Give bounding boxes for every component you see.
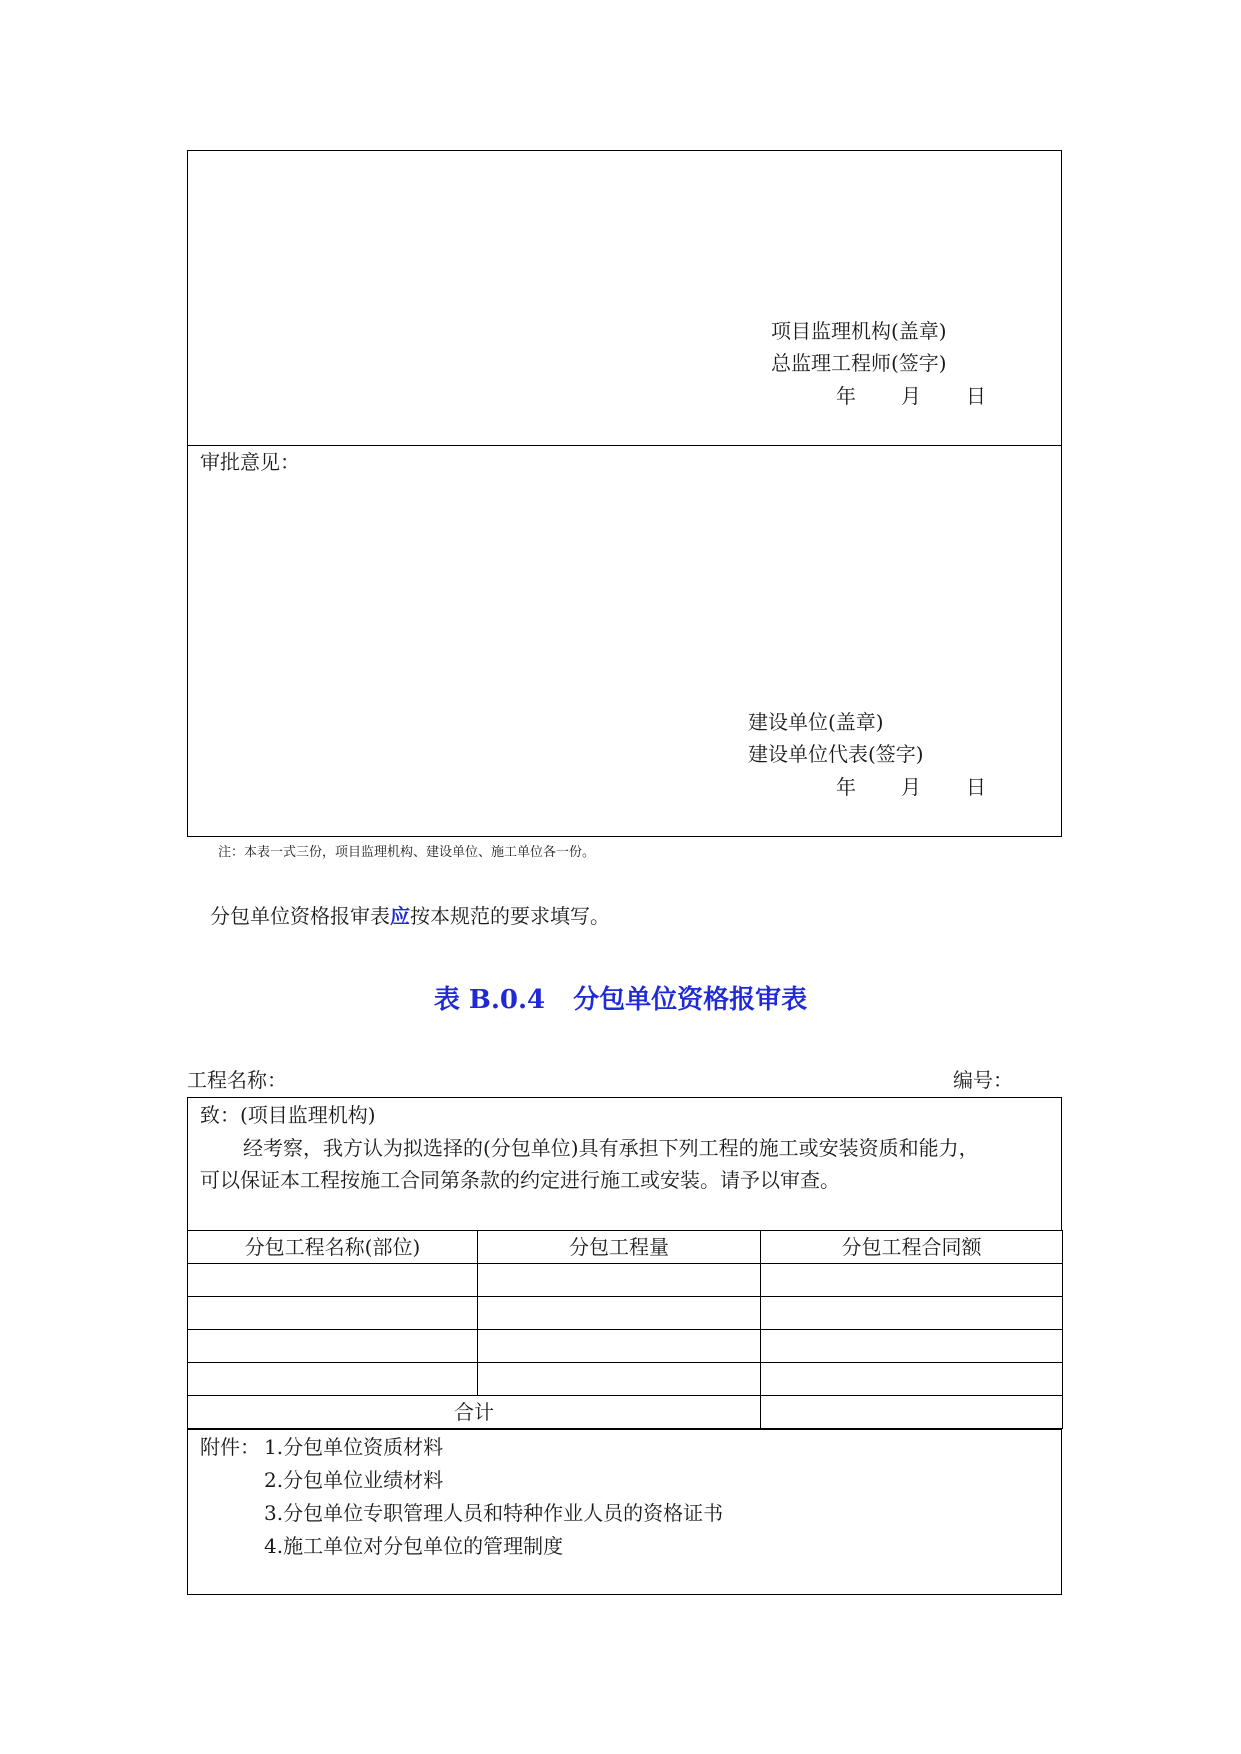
owner-rep-sign-label: 建设单位代表(签字)	[748, 742, 924, 766]
column-header-project-name: 分包工程名称(部位)	[188, 1231, 478, 1264]
attachment-item: 3.分包单位专职管理人员和特种作业人员的资格证书	[264, 1501, 724, 1525]
table-row	[188, 1330, 1063, 1363]
table-title	[0, 984, 1241, 1016]
body-text-after: 按本规范的要求填写。	[410, 904, 610, 928]
supervision-opinion-box	[187, 150, 1062, 446]
attachment-item: 2.分包单位业绩材料	[264, 1468, 444, 1492]
table-cell[interactable]	[478, 1264, 761, 1297]
table-name: 分包单位资格报审表	[573, 985, 808, 1015]
number-label: 编号：	[953, 1068, 1013, 1092]
table-row	[188, 1264, 1063, 1297]
attachment-item: 1.分包单位资质材料	[264, 1435, 444, 1459]
total-row	[188, 1396, 1063, 1429]
table-code: 表 B.0.4	[433, 985, 546, 1015]
approval-opinion-label: 审批意见：	[200, 450, 300, 474]
attachment-item: 4.施工单位对分包单位的管理制度	[264, 1534, 564, 1558]
table-cell[interactable]	[188, 1330, 478, 1363]
supervision-stamp-label: 项目监理机构(盖章)	[771, 319, 947, 343]
table-cell[interactable]	[188, 1264, 478, 1297]
total-value[interactable]	[761, 1396, 1063, 1429]
body-text-highlight: 应	[390, 904, 410, 928]
column-header-contract-amount: 分包工程合同额	[761, 1231, 1063, 1264]
table-cell[interactable]	[478, 1330, 761, 1363]
total-label: 合计	[188, 1396, 761, 1429]
table-cell[interactable]	[478, 1363, 761, 1396]
table-row	[188, 1297, 1063, 1330]
subcontract-table	[187, 1230, 1063, 1429]
date2-day-label: 日	[966, 775, 986, 799]
chief-engineer-sign-label: 总监理工程师(签字)	[771, 351, 947, 375]
date-month-label: 月	[901, 384, 921, 408]
table-cell[interactable]	[761, 1330, 1063, 1363]
date-year-label: 年	[836, 384, 856, 408]
column-header-quantity: 分包工程量	[478, 1231, 761, 1264]
date-day-label: 日	[966, 384, 986, 408]
table-note: 注：本表一式三份，项目监理机构、建设单位、施工单位各一份。	[218, 845, 596, 860]
table-cell[interactable]	[188, 1363, 478, 1396]
table-cell[interactable]	[188, 1297, 478, 1330]
project-name-label: 工程名称：	[187, 1068, 287, 1092]
statement-line-1: 经考察，我方认为拟选择的(分包单位)具有承担下列工程的施工或安装资质和能力，	[243, 1136, 979, 1160]
statement-line-2: 可以保证本工程按施工合同第条款的约定进行施工或安装。请予以审查。	[200, 1168, 840, 1192]
body-text-before: 分包单位资格报审表	[210, 904, 390, 928]
owner-stamp-label: 建设单位(盖章)	[748, 710, 884, 734]
table-cell[interactable]	[761, 1363, 1063, 1396]
addressee-line: 致：(项目监理机构)	[200, 1103, 376, 1127]
table-header-row	[188, 1231, 1063, 1264]
table-row	[188, 1363, 1063, 1396]
date2-month-label: 月	[901, 775, 921, 799]
body-paragraph	[210, 904, 610, 928]
table-cell[interactable]	[761, 1297, 1063, 1330]
date2-year-label: 年	[836, 775, 856, 799]
attachments-label: 附件：	[200, 1435, 260, 1459]
table-cell[interactable]	[478, 1297, 761, 1330]
approval-opinion-box	[187, 445, 1062, 837]
table-cell[interactable]	[761, 1264, 1063, 1297]
